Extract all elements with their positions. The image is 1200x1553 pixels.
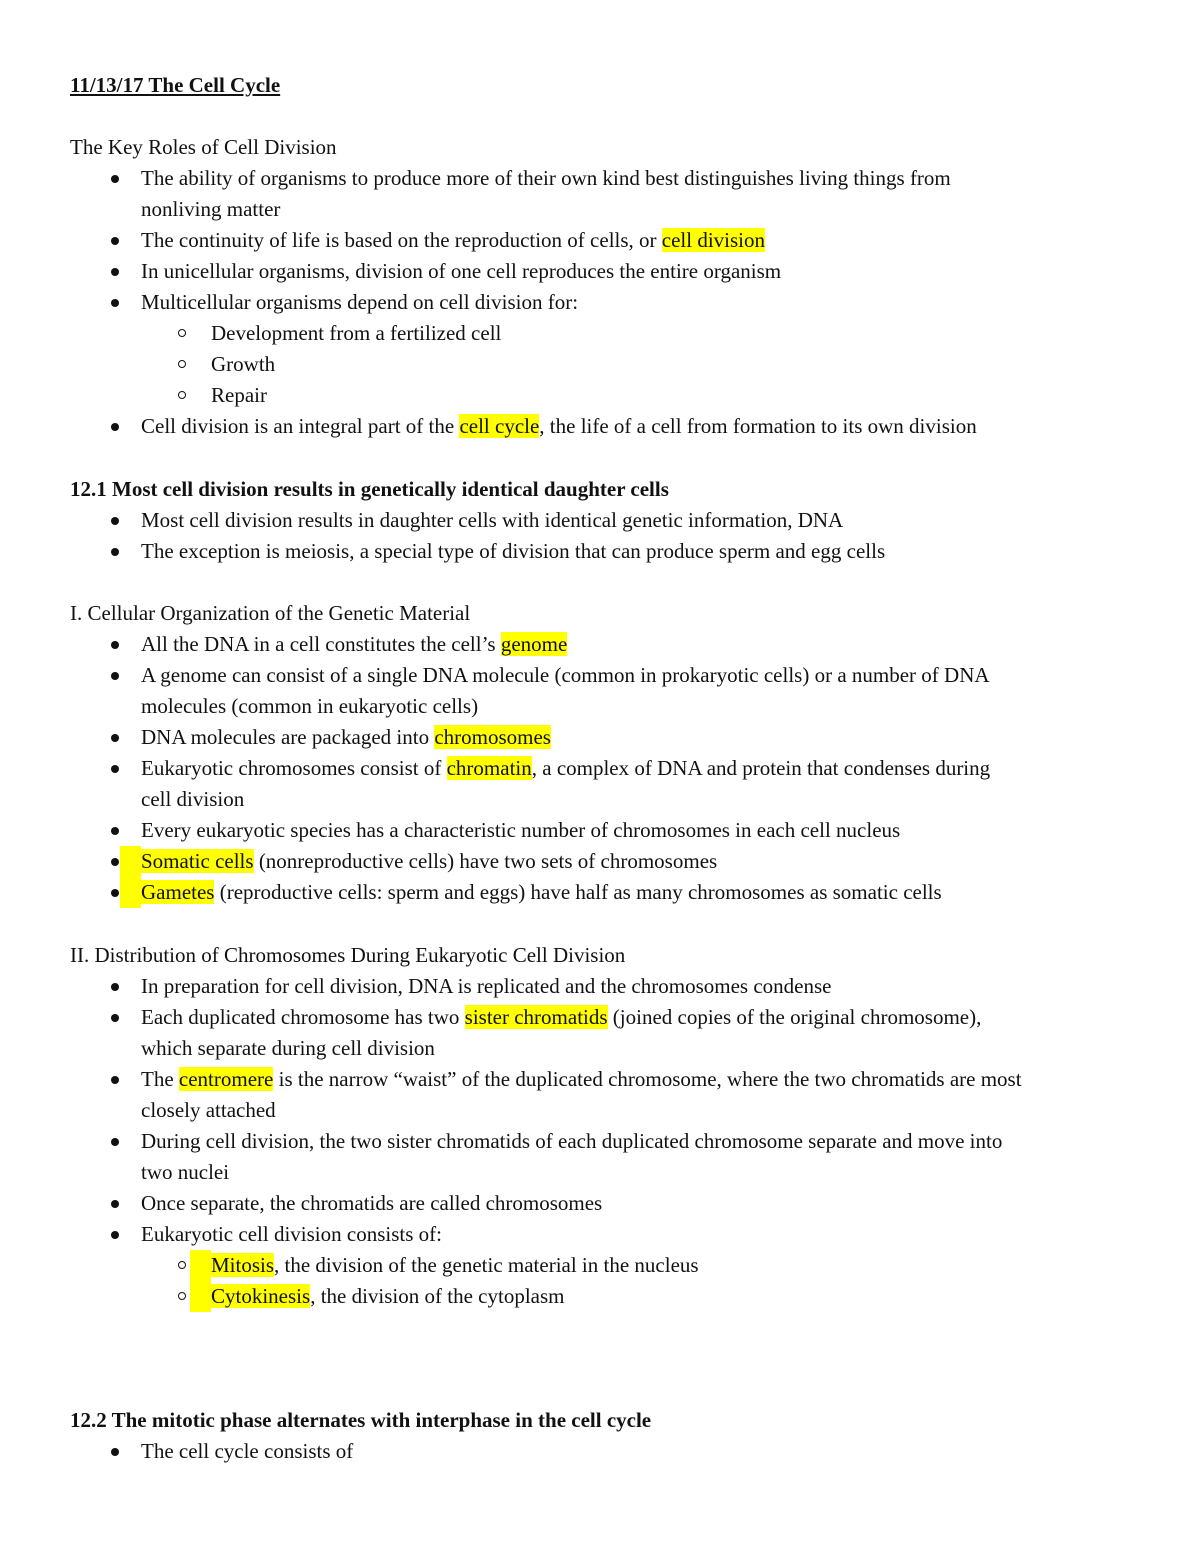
list-item: In preparation for cell division, DNA is replicated and the chromosomes condense [141, 974, 832, 998]
list-item-continuation: which separate during cell division [141, 1036, 435, 1060]
list-item-text: , a complex of DNA and protein that condenses during [531, 756, 991, 780]
list-item-text: (joined copies of the original chromosome), [607, 1005, 982, 1029]
section-heading-distribution: II. Distribution of Chromosomes During Eukaryotic Cell Division [70, 943, 626, 967]
list-item [141, 877, 942, 908]
highlight-bar [120, 846, 141, 877]
bullet-dot [111, 1448, 119, 1456]
section-heading-12-1: 12.1 Most cell division results in genetically identical daughter cells [70, 477, 669, 501]
list-item [141, 846, 717, 877]
highlighted-term: cell cycle [459, 414, 540, 438]
list-item: Every eukaryotic species has a characteristic number of chromosomes in each cell nucleus [141, 818, 901, 842]
bullet-circle [178, 1261, 186, 1269]
list-item-text: is the narrow “waist” of the duplicated chromosome, where the two chromatids are most [273, 1067, 1022, 1091]
list-item-continuation: cell division [141, 787, 245, 811]
list-item: Eukaryotic cell division consists of: [141, 1222, 442, 1246]
list-item-text: Each duplicated chromosome has two [141, 1005, 465, 1029]
list-item-continuation: two nuclei [141, 1160, 230, 1184]
list-item-text: , the life of a cell from formation to its own division [539, 414, 977, 438]
sub-list-item: Repair [211, 383, 267, 407]
list-item-text: Cell division is an integral part of the [141, 414, 460, 438]
bullet-dot [111, 175, 119, 183]
bullet-dot [111, 299, 119, 307]
list-item-text: DNA molecules are packaged into [141, 725, 435, 749]
document-title: 11/13/17 The Cell Cycle [70, 73, 281, 97]
sub-list-item [211, 1281, 564, 1312]
bullet-dot [111, 641, 119, 649]
list-item: Once separate, the chromatids are called chromosomes [141, 1191, 603, 1215]
list-item-text: Eukaryotic chromosomes consist of [141, 756, 447, 780]
highlighted-term: sister chromatids [464, 1005, 608, 1029]
bullet-circle [178, 391, 186, 399]
list-item-text: The [141, 1067, 179, 1091]
list-item-text: , the division of the genetic material in the nucleus [274, 1253, 699, 1277]
highlighted-term: genome [500, 632, 568, 656]
highlighted-term: cell division [661, 228, 766, 252]
list-item [141, 722, 551, 753]
highlighted-term: chromatin [446, 756, 532, 780]
sub-list-item: Growth [211, 352, 276, 376]
bullet-dot [111, 983, 119, 991]
highlight-bar [120, 877, 141, 908]
list-item-continuation: nonliving matter [141, 197, 281, 221]
bullet-dot [111, 672, 119, 680]
list-item [141, 1064, 1022, 1095]
bullet-dot [111, 517, 119, 525]
bullet-dot [111, 1200, 119, 1208]
highlight-bar [190, 1281, 211, 1312]
bullet-circle [178, 360, 186, 368]
bullet-dot [111, 237, 119, 245]
list-item: Most cell division results in daughter cells with identical genetic information, DNA [141, 508, 844, 532]
list-item-text: (reproductive cells: sperm and eggs) have half as many chromosomes as somatic cells [214, 880, 942, 904]
list-item: During cell division, the two sister chromatids of each duplicated chromosome separate and move into [141, 1129, 1003, 1153]
list-item-text: All the DNA in a cell constitutes the cell’s [141, 632, 501, 656]
bullet-dot [111, 827, 119, 835]
highlighted-term: Mitosis [211, 1253, 275, 1277]
list-item [141, 411, 977, 442]
bullet-circle [178, 1292, 186, 1300]
list-item: Multicellular organisms depend on cell division for: [141, 290, 579, 314]
list-item [141, 1002, 981, 1033]
list-item-text: The continuity of life is based on the reproduction of cells, or [141, 228, 662, 252]
sub-list-item: Development from a fertilized cell [211, 321, 502, 345]
bullet-dot [111, 734, 119, 742]
list-item-text: (nonreproductive cells) have two sets of chromosomes [253, 849, 718, 873]
list-item: In unicellular organisms, division of one cell reproduces the entire organism [141, 259, 782, 283]
list-item [141, 225, 765, 256]
bullet-dot [111, 1014, 119, 1022]
list-item [141, 629, 567, 660]
bullet-dot [111, 1231, 119, 1239]
bullet-dot [111, 1138, 119, 1146]
highlighted-term: Somatic cells [141, 849, 254, 873]
sub-list-item [211, 1250, 699, 1281]
highlighted-term: Gametes [141, 880, 215, 904]
bullet-dot [111, 548, 119, 556]
list-item-continuation: closely attached [141, 1098, 276, 1122]
section-heading-key-roles: The Key Roles of Cell Division [70, 135, 337, 159]
list-item: The ability of organisms to produce more of their own kind best distinguishes living things from [141, 166, 951, 190]
list-item [141, 753, 990, 784]
bullet-circle [178, 329, 186, 337]
highlight-bar [190, 1250, 211, 1281]
list-item-text: , the division of the cytoplasm [310, 1284, 565, 1308]
bullet-dot [111, 268, 119, 276]
highlighted-term: chromosomes [434, 725, 551, 749]
list-item: The cell cycle consists of [141, 1439, 354, 1463]
list-item: A genome can consist of a single DNA molecule (common in prokaryotic cells) or a number of DNA [141, 663, 990, 687]
section-heading-12-2: 12.2 The mitotic phase alternates with interphase in the cell cycle [70, 1408, 652, 1432]
bullet-dot [111, 423, 119, 431]
highlighted-term: centromere [178, 1067, 274, 1091]
bullet-dot [111, 1076, 119, 1084]
section-heading-genetic-material: I. Cellular Organization of the Genetic Material [70, 601, 471, 625]
highlighted-term: Cytokinesis [211, 1284, 311, 1308]
bullet-dot [111, 765, 119, 773]
list-item: The exception is meiosis, a special type of division that can produce sperm and egg cells [141, 539, 886, 563]
bullet-dot [111, 889, 119, 897]
list-item-continuation: molecules (common in eukaryotic cells) [141, 694, 479, 718]
bullet-dot [111, 858, 119, 866]
